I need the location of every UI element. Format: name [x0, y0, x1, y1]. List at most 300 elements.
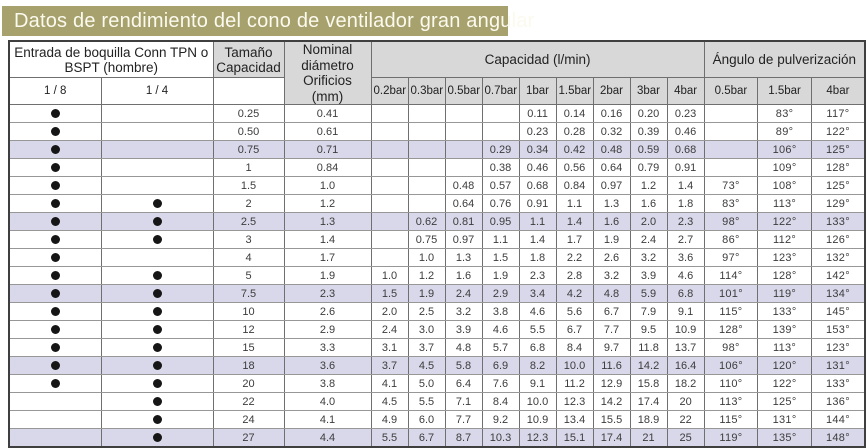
orifice-cell: 1.9 [284, 267, 371, 285]
capacity-cell: 2.5 [408, 303, 445, 321]
capacity-cell: 0.68 [519, 177, 556, 195]
capacity-cell: 2.8 [556, 267, 593, 285]
inlet-18-cell [9, 339, 101, 357]
size-cell: 1 [213, 159, 284, 177]
capacity-cell: 1.6 [630, 195, 667, 213]
angle-cell: 115° [704, 303, 758, 321]
orifice-cell: 1.3 [284, 213, 371, 231]
capacity-cell [371, 123, 408, 141]
capacity-cell: 12.3 [556, 393, 593, 411]
capacity-cell: 1.4 [519, 231, 556, 249]
capacity-cell: 6.8 [667, 285, 704, 303]
angle-cell: 139° [758, 321, 812, 339]
capacity-cell: 0.68 [667, 141, 704, 159]
capacity-cell: 0.14 [556, 105, 593, 123]
capacity-cell: 12.9 [593, 375, 630, 393]
orifice-cell: 2.6 [284, 303, 371, 321]
capacity-cell: 4.6 [482, 321, 519, 339]
angle-cell [704, 123, 758, 141]
orifice-cell: 1.0 [284, 177, 371, 195]
performance-table [8, 40, 866, 448]
connection-dot-icon [51, 163, 60, 172]
angle-cell: 89° [758, 123, 812, 141]
inlet-14-cell [101, 249, 213, 267]
inlet-18-cell [9, 231, 101, 249]
table-row [9, 429, 865, 448]
col-header-inlet-14: 1 / 4 [101, 78, 213, 105]
capacity-cell: 2.4 [445, 285, 482, 303]
capacity-cell [408, 141, 445, 159]
orifice-cell: 0.61 [284, 123, 371, 141]
size-cell: 15 [213, 339, 284, 357]
capacity-cell: 20 [667, 393, 704, 411]
capacity-cell: 7.6 [482, 375, 519, 393]
capacity-cell: 1.4 [556, 213, 593, 231]
capacity-cell: 13.4 [556, 411, 593, 429]
col-header-orifice: Nominal diámetro Orificios (mm) [284, 41, 371, 105]
angle-cell: 125° [811, 141, 865, 159]
capacity-cell [371, 213, 408, 231]
inlet-14-cell [101, 339, 213, 357]
connection-dot-icon [153, 235, 162, 244]
connection-dot-icon [153, 217, 162, 226]
capacity-cell: 0.84 [556, 177, 593, 195]
size-cell: 5 [213, 267, 284, 285]
capacity-cell: 1.1 [556, 195, 593, 213]
size-cell: 0.50 [213, 123, 284, 141]
angle-cell: 101° [704, 285, 758, 303]
angle-cell: 97° [704, 249, 758, 267]
capacity-cell [482, 123, 519, 141]
angle-cell: 113° [758, 195, 812, 213]
capacity-cell: 5.7 [482, 339, 519, 357]
connection-dot-icon [51, 145, 60, 154]
size-cell: 7.5 [213, 285, 284, 303]
orifice-cell: 3.8 [284, 375, 371, 393]
angle-cell: 108° [758, 177, 812, 195]
angle-cell: 153° [811, 321, 865, 339]
capacity-cell: 0.97 [593, 177, 630, 195]
capacity-cell: 6.8 [519, 339, 556, 357]
inlet-18-cell [9, 195, 101, 213]
capacity-cell: 1.5 [371, 285, 408, 303]
table-row [9, 105, 865, 123]
capacity-cell: 0.95 [482, 213, 519, 231]
capacity-cell: 1.1 [519, 213, 556, 231]
capacity-cell [482, 105, 519, 123]
capacity-cell: 4.5 [408, 357, 445, 375]
angle-cell: 110° [704, 375, 758, 393]
capacity-cell: 0.34 [519, 141, 556, 159]
capacity-cell: 3.7 [408, 339, 445, 357]
capacity-cell: 14.2 [630, 357, 667, 375]
capacity-cell: 0.42 [556, 141, 593, 159]
angle-cell: 128° [811, 159, 865, 177]
capacity-cell [408, 159, 445, 177]
angle-cell: 133° [758, 303, 812, 321]
angle-cell: 131° [758, 411, 812, 429]
angle-cell: 125° [758, 393, 812, 411]
angle-cell [704, 141, 758, 159]
connection-dot-icon [153, 379, 162, 388]
angle-cell: 114° [704, 267, 758, 285]
col-header-cap-1bar: 1bar [519, 78, 556, 105]
capacity-cell: 8.4 [482, 393, 519, 411]
capacity-cell: 13.7 [667, 339, 704, 357]
capacity-cell: 17.4 [593, 429, 630, 448]
capacity-cell: 10.0 [556, 357, 593, 375]
capacity-cell: 9.1 [519, 375, 556, 393]
connection-dot-icon [51, 217, 60, 226]
capacity-cell: 0.23 [667, 105, 704, 123]
capacity-cell: 0.29 [482, 141, 519, 159]
table-row [9, 123, 865, 141]
capacity-cell: 2.2 [556, 249, 593, 267]
capacity-cell: 3.4 [519, 285, 556, 303]
capacity-cell: 0.46 [667, 123, 704, 141]
capacity-cell [408, 123, 445, 141]
size-cell: 18 [213, 357, 284, 375]
angle-cell: 119° [704, 429, 758, 448]
capacity-cell: 6.0 [408, 411, 445, 429]
capacity-cell: 0.81 [445, 213, 482, 231]
capacity-cell: 18.9 [630, 411, 667, 429]
connection-dot-icon [153, 289, 162, 298]
inlet-18-cell [9, 429, 101, 448]
angle-cell: 126° [811, 231, 865, 249]
angle-cell: 148° [811, 429, 865, 448]
capacity-cell [371, 231, 408, 249]
table-body [9, 105, 865, 448]
capacity-cell: 6.7 [593, 303, 630, 321]
orifice-cell: 3.6 [284, 357, 371, 375]
capacity-cell: 9.5 [630, 321, 667, 339]
capacity-cell: 4.8 [445, 339, 482, 357]
capacity-cell: 18.2 [667, 375, 704, 393]
capacity-cell: 5.8 [445, 357, 482, 375]
capacity-cell [445, 141, 482, 159]
col-header-angle-4bar: 4bar [811, 78, 865, 105]
inlet-18-cell [9, 141, 101, 159]
capacity-cell: 5.5 [519, 321, 556, 339]
connection-dot-icon [51, 235, 60, 244]
connection-dot-icon [51, 199, 60, 208]
capacity-cell: 0.91 [667, 159, 704, 177]
capacity-cell: 11.8 [630, 339, 667, 357]
connection-dot-icon [51, 379, 60, 388]
angle-cell: 144° [811, 411, 865, 429]
capacity-cell: 3.0 [408, 321, 445, 339]
capacity-cell: 6.7 [408, 429, 445, 448]
capacity-cell: 0.62 [408, 213, 445, 231]
orifice-cell: 3.3 [284, 339, 371, 357]
inlet-18-cell [9, 177, 101, 195]
connection-dot-icon [51, 307, 60, 316]
size-cell: 20 [213, 375, 284, 393]
capacity-cell: 0.28 [556, 123, 593, 141]
table-row [9, 411, 865, 429]
col-header-capacity: Capacidad (l/min) [371, 41, 704, 78]
capacity-cell: 0.48 [593, 141, 630, 159]
capacity-cell: 1.8 [519, 249, 556, 267]
capacity-cell: 4.5 [371, 393, 408, 411]
capacity-cell: 3.6 [667, 249, 704, 267]
orifice-cell: 4.0 [284, 393, 371, 411]
capacity-cell: 8.2 [519, 357, 556, 375]
inlet-14-cell [101, 357, 213, 375]
capacity-cell: 4.1 [371, 375, 408, 393]
inlet-18-cell [9, 105, 101, 123]
capacity-cell: 2.3 [519, 267, 556, 285]
capacity-cell: 5.9 [630, 285, 667, 303]
capacity-cell: 1.1 [482, 231, 519, 249]
size-cell: 0.25 [213, 105, 284, 123]
inlet-18-cell [9, 267, 101, 285]
inlet-14-cell [101, 105, 213, 123]
connection-dot-icon [153, 397, 162, 406]
capacity-cell: 1.3 [445, 249, 482, 267]
capacity-cell: 0.46 [519, 159, 556, 177]
table-row [9, 393, 865, 411]
angle-cell: 128° [704, 321, 758, 339]
orifice-cell: 1.7 [284, 249, 371, 267]
angle-cell: 122° [758, 375, 812, 393]
table-row [9, 375, 865, 393]
capacity-cell: 14.2 [593, 393, 630, 411]
capacity-cell: 0.16 [593, 105, 630, 123]
angle-cell: 145° [811, 303, 865, 321]
capacity-cell: 0.79 [630, 159, 667, 177]
connection-dot-icon [153, 343, 162, 352]
capacity-cell: 0.64 [445, 195, 482, 213]
inlet-14-cell [101, 393, 213, 411]
connection-dot-icon [153, 199, 162, 208]
orifice-cell: 0.84 [284, 159, 371, 177]
size-cell: 1.5 [213, 177, 284, 195]
capacity-cell: 1.9 [482, 267, 519, 285]
col-header-inlet: Entrada de boquilla Conn TPN o BSPT (hombre) [9, 41, 213, 78]
inlet-18-cell [9, 213, 101, 231]
angle-cell: 113° [704, 393, 758, 411]
page-title: Datos de rendimiento del cono de ventilador gran angular [2, 6, 508, 36]
capacity-cell [371, 195, 408, 213]
connection-dot-icon [51, 109, 60, 118]
table-row [9, 177, 865, 195]
capacity-cell [371, 105, 408, 123]
capacity-cell: 2.0 [371, 303, 408, 321]
angle-cell: 128° [758, 267, 812, 285]
capacity-cell: 21 [630, 429, 667, 448]
angle-cell: 133° [811, 213, 865, 231]
size-cell: 2.5 [213, 213, 284, 231]
angle-cell: 123° [758, 249, 812, 267]
capacity-cell: 1.9 [408, 285, 445, 303]
inlet-18-cell [9, 123, 101, 141]
inlet-14-cell [101, 213, 213, 231]
size-cell: 27 [213, 429, 284, 448]
capacity-cell: 9.1 [667, 303, 704, 321]
orifice-cell: 4.4 [284, 429, 371, 448]
capacity-cell: 0.57 [482, 177, 519, 195]
capacity-cell: 12.3 [519, 429, 556, 448]
capacity-cell: 10.3 [482, 429, 519, 448]
capacity-cell: 4.8 [593, 285, 630, 303]
capacity-cell: 3.9 [445, 321, 482, 339]
connection-dot-icon [51, 181, 60, 190]
capacity-cell: 4.6 [667, 267, 704, 285]
capacity-cell [408, 195, 445, 213]
size-cell: 24 [213, 411, 284, 429]
orifice-cell: 0.71 [284, 141, 371, 159]
angle-cell: 129° [811, 195, 865, 213]
table-header [9, 41, 865, 105]
inlet-18-cell [9, 285, 101, 303]
capacity-cell: 1.2 [630, 177, 667, 195]
capacity-cell [445, 105, 482, 123]
table-row [9, 159, 865, 177]
capacity-cell: 11.6 [593, 357, 630, 375]
table-row [9, 357, 865, 375]
size-cell: 0.75 [213, 141, 284, 159]
inlet-14-cell [101, 123, 213, 141]
angle-cell: 83° [704, 195, 758, 213]
size-cell: 22 [213, 393, 284, 411]
capacity-cell: 7.9 [630, 303, 667, 321]
orifice-cell: 2.9 [284, 321, 371, 339]
capacity-cell [445, 159, 482, 177]
capacity-cell: 2.6 [593, 249, 630, 267]
inlet-18-cell [9, 159, 101, 177]
angle-cell: 109° [758, 159, 812, 177]
inlet-14-cell [101, 429, 213, 448]
connection-dot-icon [153, 415, 162, 424]
capacity-cell: 0.32 [593, 123, 630, 141]
col-header-size-blank [213, 78, 284, 105]
capacity-cell: 5.5 [408, 393, 445, 411]
inlet-14-cell [101, 267, 213, 285]
capacity-cell: 3.2 [445, 303, 482, 321]
capacity-cell: 6.4 [445, 375, 482, 393]
capacity-cell: 15.8 [630, 375, 667, 393]
capacity-cell: 2.7 [667, 231, 704, 249]
capacity-cell: 3.7 [371, 357, 408, 375]
connection-dot-icon [51, 289, 60, 298]
col-header-cap-2bar: 2bar [593, 78, 630, 105]
capacity-cell: 0.64 [593, 159, 630, 177]
inlet-14-cell [101, 303, 213, 321]
angle-cell: 73° [704, 177, 758, 195]
inlet-18-cell [9, 375, 101, 393]
col-header-cap-0.7bar: 0.7bar [482, 78, 519, 105]
capacity-cell: 0.38 [482, 159, 519, 177]
inlet-14-cell [101, 321, 213, 339]
capacity-cell: 0.59 [630, 141, 667, 159]
capacity-cell: 15.5 [593, 411, 630, 429]
capacity-cell: 1.5 [482, 249, 519, 267]
angle-cell: 133° [811, 375, 865, 393]
inlet-18-cell [9, 303, 101, 321]
table-row [9, 249, 865, 267]
table-row [9, 303, 865, 321]
capacity-cell: 22 [667, 411, 704, 429]
capacity-cell: 2.9 [482, 285, 519, 303]
angle-cell: 86° [704, 231, 758, 249]
inlet-14-cell [101, 285, 213, 303]
angle-cell: 123° [811, 339, 865, 357]
angle-cell: 134° [811, 285, 865, 303]
table-row [9, 285, 865, 303]
angle-cell: 122° [811, 123, 865, 141]
capacity-cell: 6.9 [482, 357, 519, 375]
col-header-angle-1.5bar: 1.5bar [758, 78, 812, 105]
capacity-cell: 3.1 [371, 339, 408, 357]
table-row [9, 141, 865, 159]
inlet-14-cell [101, 375, 213, 393]
angle-cell: 125° [811, 177, 865, 195]
angle-cell: 112° [758, 231, 812, 249]
inlet-14-cell [101, 411, 213, 429]
table-row [9, 231, 865, 249]
capacity-cell: 5.0 [408, 375, 445, 393]
size-cell: 10 [213, 303, 284, 321]
capacity-cell: 3.2 [630, 249, 667, 267]
capacity-cell [371, 177, 408, 195]
angle-cell: 119° [758, 285, 812, 303]
col-header-cap-4bar: 4bar [667, 78, 704, 105]
col-header-cap-0.3bar: 0.3bar [408, 78, 445, 105]
inlet-14-cell [101, 177, 213, 195]
orifice-cell: 1.2 [284, 195, 371, 213]
capacity-cell: 1.0 [408, 249, 445, 267]
capacity-cell: 8.4 [556, 339, 593, 357]
inlet-14-cell [101, 141, 213, 159]
capacity-cell: 1.0 [371, 267, 408, 285]
capacity-cell [408, 177, 445, 195]
angle-cell [704, 105, 758, 123]
connection-dot-icon [51, 127, 60, 136]
capacity-cell [371, 159, 408, 177]
capacity-cell: 3.2 [593, 267, 630, 285]
inlet-18-cell [9, 411, 101, 429]
capacity-cell: 4.6 [519, 303, 556, 321]
capacity-cell: 2.0 [630, 213, 667, 231]
capacity-cell: 25 [667, 429, 704, 448]
capacity-cell: 7.7 [445, 411, 482, 429]
table-row [9, 195, 865, 213]
inlet-18-cell [9, 393, 101, 411]
capacity-cell: 1.6 [445, 267, 482, 285]
angle-cell: 106° [704, 357, 758, 375]
col-header-size: Tamaño Capacidad [213, 41, 284, 78]
capacity-cell: 10.9 [667, 321, 704, 339]
angle-cell: 142° [811, 267, 865, 285]
angle-cell: 136° [811, 393, 865, 411]
table-row [9, 267, 865, 285]
capacity-cell: 17.4 [630, 393, 667, 411]
capacity-cell: 0.48 [445, 177, 482, 195]
capacity-cell: 1.4 [667, 177, 704, 195]
capacity-cell: 9.2 [482, 411, 519, 429]
capacity-cell [371, 141, 408, 159]
col-header-inlet-18: 1 / 8 [9, 78, 101, 105]
capacity-cell: 7.7 [593, 321, 630, 339]
capacity-cell: 1.8 [667, 195, 704, 213]
col-header-cap-0.5bar: 0.5bar [445, 78, 482, 105]
capacity-cell: 0.23 [519, 123, 556, 141]
capacity-cell [445, 123, 482, 141]
size-cell: 2 [213, 195, 284, 213]
capacity-cell: 5.5 [371, 429, 408, 448]
